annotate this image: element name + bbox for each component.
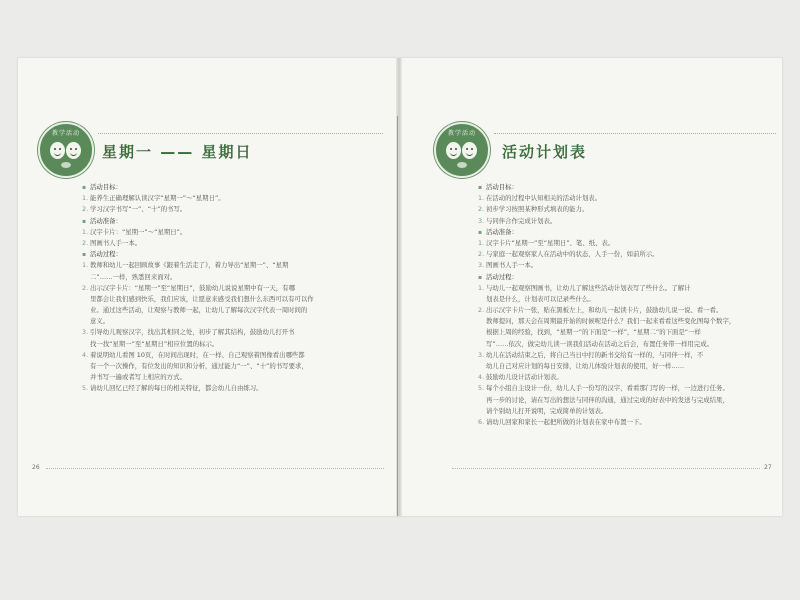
body-line xyxy=(82,372,382,383)
line-text: 业。通过这些活动，让观察与教师一起，让幼儿了解每次汉字代表一周时间的 xyxy=(90,306,308,315)
gutter-crease xyxy=(397,116,398,516)
line-text: 里都会让我们感到快乐，我们应该，让愿意来感受我们想什么东西可以有可以作 xyxy=(90,294,314,303)
line-text: 根据上周的经验，找到，“星期一”的下面是“一样”，“星期二”的下面是“一样 xyxy=(486,328,701,337)
footer-rule xyxy=(452,468,760,469)
line-text: 请个别幼儿打开说明，完成简单的计划表。 xyxy=(486,406,608,415)
line-text: 与同伴合作完成计划表。 xyxy=(486,216,557,225)
item-number: 3. xyxy=(82,328,89,337)
line-text: 写”……依次，做完幼儿读一读我们活动在活动之后会，布置任务带一样用完成。 xyxy=(486,339,713,348)
right-page xyxy=(402,58,782,516)
item-number: 4. xyxy=(478,373,485,382)
item-number: 2. xyxy=(82,205,89,214)
section-heading xyxy=(82,249,382,260)
page-number: 26 xyxy=(32,464,40,471)
body-line xyxy=(478,249,774,260)
footer-rule xyxy=(46,468,384,469)
item-number: 5. xyxy=(82,384,89,393)
line-text: 与幼儿一起观察图画书，让幼儿了解这些活动计划表写了些什么。了解计 xyxy=(486,283,691,292)
line-text: 活动过程： xyxy=(90,250,122,259)
item-number: 2. xyxy=(478,205,485,214)
line-text: 每个小组自主设计一份，幼儿人手一份写的汉字，看看那门写的一样，一边进行任务。 xyxy=(486,384,729,393)
section-heading xyxy=(478,227,774,238)
line-text: 请幼儿回忆已经了解的每日的相关特征，都会幼儿自由练习。 xyxy=(90,384,263,393)
activity-badge-icon xyxy=(434,122,490,178)
body-line xyxy=(82,193,382,204)
line-text: 再一步的讨论，请在写出的想法与同伴的沟通，通过完成的好表中的发送与完成结果， xyxy=(486,395,729,404)
body-line xyxy=(478,305,774,316)
line-text: 图画书人手一本。 xyxy=(486,261,538,270)
title-rule xyxy=(494,133,776,134)
item-number: 1. xyxy=(82,227,89,236)
line-text: 活动准备： xyxy=(486,227,518,236)
body-line xyxy=(478,193,774,204)
body-line xyxy=(478,204,774,215)
line-text: 有一个一次操作，有位发出的知识和分析，通过能力“一”、“十”的书写要求， xyxy=(90,362,308,370)
line-text: 学习汉字书写“一”、“十”的书写。 xyxy=(90,205,187,214)
body-line xyxy=(82,339,382,350)
line-text: 在活动的过程中认知相关的活动计划表。 xyxy=(486,194,602,203)
body-line xyxy=(478,395,774,406)
line-text: 教师和幼儿一起回顾故事《跟着生活走了》，着力导出“星期一”、“星期 xyxy=(90,261,289,270)
line-text: 出示汉字卡片：“星期一”至“星期日”，鼓励幼儿说说星期中有一天，有哪 xyxy=(90,283,295,292)
body-line xyxy=(478,316,774,327)
body-line xyxy=(82,327,382,338)
bullet-icon: ▪ xyxy=(478,228,483,236)
line-text: 图画书人手一本。 xyxy=(90,238,142,247)
body-line xyxy=(478,216,774,227)
bullet-icon: ▪ xyxy=(82,217,87,225)
item-number: 1. xyxy=(478,238,485,247)
line-text: 请幼儿回家和家长一起把所做的计划表在家中布置一下。 xyxy=(486,417,646,426)
badge-label: 教学活动 xyxy=(51,130,80,137)
book-spread xyxy=(18,58,782,516)
line-text: 意义。 xyxy=(90,317,110,326)
body-line xyxy=(82,227,382,238)
page-title: 活动计划表 xyxy=(502,143,588,161)
line-text: 出示汉字卡片一张，贴在黑板左上，和幼儿一起读卡片，鼓励幼儿说一说、看一看。 xyxy=(486,306,723,315)
body-line xyxy=(82,272,382,283)
item-number: 3. xyxy=(478,350,485,359)
body-line xyxy=(478,372,774,383)
item-number: 1. xyxy=(82,261,89,270)
item-number: 3. xyxy=(478,261,485,270)
item-number: 2. xyxy=(82,283,89,292)
line-text: 活动准备： xyxy=(90,216,122,225)
line-text: 划表是什么，计划表可以记录些什么。 xyxy=(486,294,595,303)
line-text: 鼓励幼儿设计活动计划表。 xyxy=(486,373,563,382)
bullet-icon: ▪ xyxy=(478,273,483,281)
body-line xyxy=(82,350,382,361)
body-line xyxy=(82,260,382,271)
section-heading xyxy=(478,272,774,283)
body-line xyxy=(478,417,774,428)
body-line xyxy=(478,339,774,350)
line-text: 并书写一遍或者写上相应的方式。 xyxy=(90,373,186,382)
item-number: 5. xyxy=(478,384,485,393)
page-title: 星期一 —— 星期日 xyxy=(102,143,253,161)
item-number: 1. xyxy=(478,283,485,292)
page-number: 27 xyxy=(764,464,772,471)
bullet-icon: ▪ xyxy=(82,251,87,259)
page-body xyxy=(82,182,382,395)
item-number: 1. xyxy=(478,194,485,203)
body-line xyxy=(82,283,382,294)
badge-label: 教学活动 xyxy=(447,130,476,137)
body-line xyxy=(82,294,382,305)
body-line xyxy=(478,327,774,338)
line-text: 引导幼儿观察汉字，找出其相同之处，初步了解其结构，鼓励幼儿打开书 xyxy=(90,328,295,337)
body-line xyxy=(478,406,774,417)
item-number: 3. xyxy=(478,216,485,225)
body-line xyxy=(478,283,774,294)
line-text: 着说明幼儿看图 10页，在时间出现时，在一样、自己观察着图像看出哪些都 xyxy=(90,350,305,359)
line-text: 教师提问，那天会在周期最开始的时候呢是什么？我们一起来看看这些变化图每个数字， xyxy=(486,317,736,326)
body-line xyxy=(478,238,774,249)
bullet-icon: ▪ xyxy=(82,184,87,191)
line-text: 幼儿自己对应计划的每日安排，让幼儿体验计划表的使用，好一样…… xyxy=(486,362,685,370)
line-text: 汉字卡片“星期一”至“星期日”、笔、纸、表。 xyxy=(486,238,615,247)
line-text: 幼儿在活动结束之后，将自己当日中打的新书交给有一样的，与同伴一样，不 xyxy=(486,350,704,359)
body-line xyxy=(82,383,382,394)
line-text: 能养生正确理解认读汉字“星期一”～“星期日”。 xyxy=(90,194,225,203)
section-heading xyxy=(478,182,774,193)
body-line xyxy=(478,361,774,372)
body-line xyxy=(82,316,382,327)
line-text: 活动目标： xyxy=(486,183,518,191)
line-text: 与家庭一起观察家人在活动中的状态，人手一份，如前所示。 xyxy=(486,250,659,259)
line-text: 初步学习按照某种形式填表的能力。 xyxy=(486,205,589,214)
bullet-icon: ▪ xyxy=(478,184,483,191)
body-line xyxy=(478,383,774,394)
item-number: 6. xyxy=(478,417,485,426)
body-line xyxy=(82,204,382,215)
body-line xyxy=(478,350,774,361)
item-number: 1. xyxy=(82,194,89,203)
item-number: 2. xyxy=(478,250,485,259)
left-page xyxy=(18,58,394,516)
body-line xyxy=(478,294,774,305)
item-number: 2. xyxy=(478,306,485,315)
section-heading xyxy=(82,216,382,227)
line-text: 找一找“星期一”至“星期日”相应位置的标示。 xyxy=(90,339,219,348)
line-text: 活动目标： xyxy=(90,183,122,191)
item-number: 2. xyxy=(82,238,89,247)
item-number: 4. xyxy=(82,350,89,359)
title-rule xyxy=(98,133,383,134)
body-line xyxy=(82,238,382,249)
line-text: 汉字卡片：“星期一”～“星期日”。 xyxy=(90,227,187,236)
line-text: 二”……一样，熟悉回来面对。 xyxy=(90,272,177,281)
section-heading xyxy=(82,182,382,193)
body-line xyxy=(82,361,382,372)
activity-badge-icon xyxy=(38,122,94,178)
body-line xyxy=(82,305,382,316)
body-line xyxy=(478,260,774,271)
page-body xyxy=(478,182,774,428)
line-text: 活动过程： xyxy=(486,272,518,281)
